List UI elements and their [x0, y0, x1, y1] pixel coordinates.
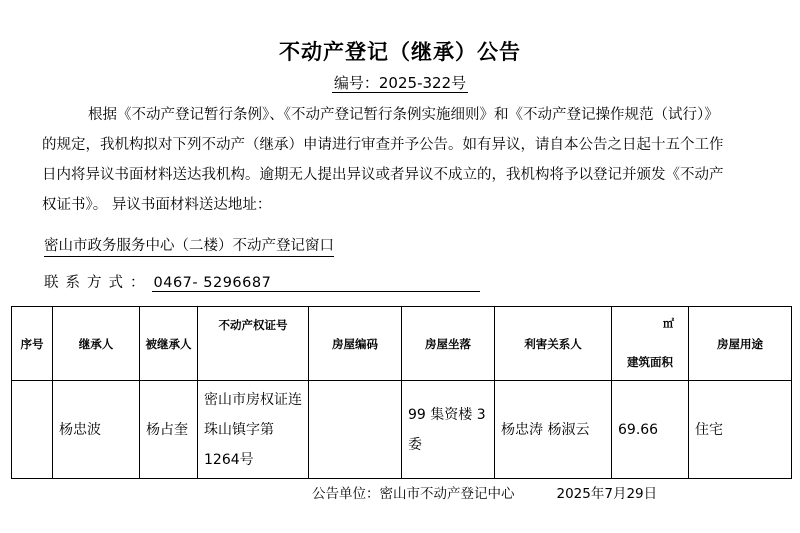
cell-area: 69.66 — [612, 381, 689, 479]
header-usage: 房屋用途 — [689, 307, 792, 381]
cell-interested-party: 杨忠涛 杨淑云 — [495, 381, 612, 479]
cell-heir: 杨忠波 — [53, 381, 140, 479]
delivery-address — [44, 234, 334, 255]
cell-decedent: 杨占奎 — [140, 381, 198, 479]
table-header-row — [12, 307, 792, 381]
notice-title: 不动产登记（继承）公告 — [279, 39, 521, 64]
header-heir: 继承人 — [53, 307, 140, 381]
table-row — [12, 381, 792, 479]
notice-body-text: 根据《不动产登记暂行条例》、《不动产登记暂行条例实施细则》和《不动产登记操作规范（试行）》的规定，我机构拟对下列不动产（继承）申请进行审查并予公告。如有异议，请自本公告之日起十五个工作日内将异议书面材料送达我机构。逾期无人提出异议或者异议不成立的，我机构将予以登记并颁发《不动产权证书》。 异议书面材料送达地址： — [42, 107, 724, 213]
contact-phone: 0467- 5296687 — [152, 275, 480, 292]
header-seq: 序号 — [12, 307, 53, 381]
notice-serial-number — [0, 72, 800, 93]
contact-label: 联系方式： — [44, 275, 152, 291]
header-area — [612, 307, 689, 381]
header-interested-party: 利害关系人 — [495, 307, 612, 381]
issuer: 公告单位：密山市不动产登记中心 — [312, 486, 515, 502]
serial-text: 编号：2025-322号 — [333, 74, 467, 92]
header-location: 房屋坐落 — [402, 307, 495, 381]
area-unit: ㎡ — [663, 317, 674, 330]
header-decedent: 被继承人 — [140, 307, 198, 381]
issue-date: 2025年7月29日 — [556, 486, 658, 502]
cell-usage: 住宅 — [689, 381, 792, 479]
inheritance-table — [11, 306, 792, 479]
delivery-address-text: 密山市政务服务中心（二楼）不动产登记窗口 — [44, 238, 334, 257]
cell-seq — [12, 381, 53, 479]
notice-body — [42, 100, 732, 220]
contact-line — [44, 271, 480, 292]
cell-location: 99 集资楼 3 委 — [402, 381, 495, 479]
area-label: 建筑面积 — [627, 355, 673, 369]
cell-house-code — [309, 381, 402, 479]
header-cert-no: 不动产权证号 — [198, 307, 309, 381]
cell-cert-no: 密山市房权证连珠山镇字第1264号 — [198, 381, 309, 479]
header-house-code: 房屋编码 — [309, 307, 402, 381]
notice-footer — [312, 482, 657, 502]
